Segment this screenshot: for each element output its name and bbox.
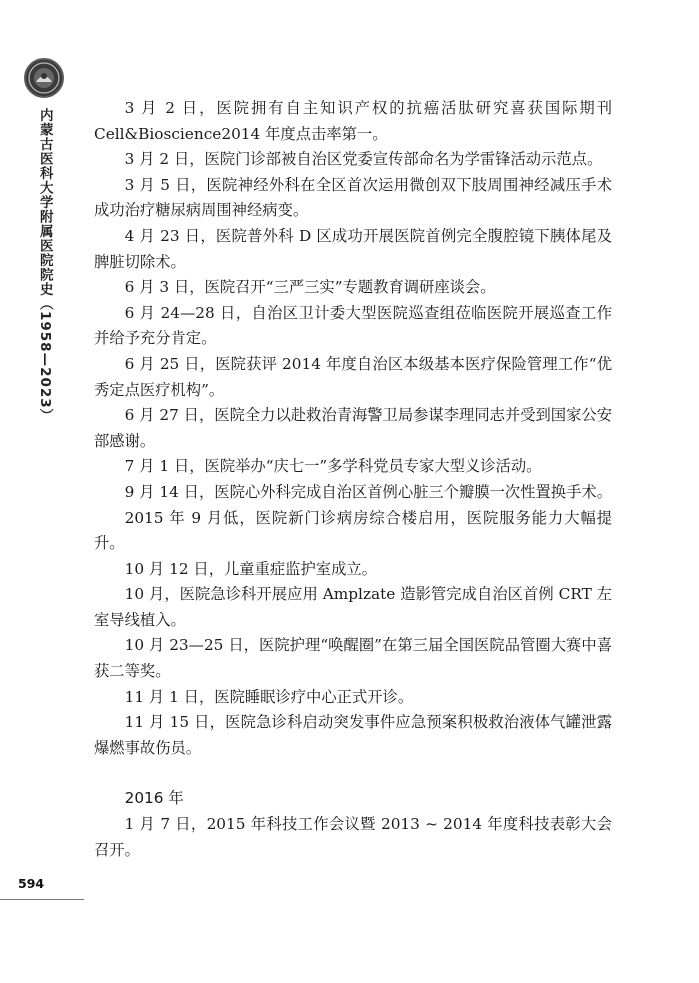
chronicle-entry: 3 月 2 日，医院门诊部被自治区党委宣传部命名为学雷锋活动示范点。 <box>124 150 603 169</box>
margin-strip <box>18 58 70 423</box>
chronicle-entry: 1 月 7 日，2015 年科技工作会议暨 2013 ~ 2014 年度科技表彰大会召开。 <box>94 815 612 859</box>
chronicle-entry: 6 月 25 日，医院获评 2014 年度自治区本级基本医疗保险管理工作“优秀定点医疗机构”。 <box>94 354 612 399</box>
chronicle-entry: 6 月 24—28 日，自治区卫计委大型医院巡查组莅临医院开展巡查工作并给予充分肯定。 <box>94 303 612 348</box>
chronicle-entry: 6 月 27 日，医院全力以赴救治青海警卫局参谋李理同志并受到国家公安部感谢。 <box>94 406 612 450</box>
chronicle-entry: 3 月 5 日，医院神经外科在全区首次运用微创双下肢周围神经减压手术成功治疗糖尿病周围神经病变。 <box>94 175 612 220</box>
entries-2016 <box>94 812 612 863</box>
chronicle-entry: 11 月 15 日，医院急诊科启动突发事件应急预案积极救治液体气罐泄露爆燃事故伤员。 <box>94 713 612 757</box>
chronicle-entry: 9 月 14 日，医院心外科完成自治区首例心脏三个瓣膜一次性置换手术。 <box>124 482 612 501</box>
chronicle-entry: 10 月，医院急诊科开展应用 Amplzate 造影管完成自治区首例 CRT 左室导线植入。 <box>94 585 612 629</box>
chronicle-entry: 4 月 23 日，医院普外科 D 区成功开展医院首例完全腹腔镜下胰体尾及脾脏切除术。 <box>94 226 612 271</box>
chronicle-entry: 10 月 12 日，儿童重症监护室成立。 <box>124 559 377 578</box>
year-heading-2016: 2016 年 <box>124 789 184 808</box>
chronicle-entry: 3 月 2 日，医院拥有自主知识产权的抗癌活肽研究喜获国际期刊 Cell&Bioscience2014 年度点击率第一。 <box>94 99 612 143</box>
university-seal-icon <box>24 58 64 98</box>
chronicle-entry: 2015 年 9 月低，医院新门诊病房综合楼启用，医院服务能力大幅提升。 <box>94 508 612 553</box>
chronicle-entry: 11 月 1 日，医院睡眠诊疗中心正式开诊。 <box>124 687 414 706</box>
chronicle-entry: 10 月 23—25 日，医院护理“唤醒圈”在第三届全国医院品管圈大赛中喜获二等奖。 <box>94 636 612 681</box>
chronicle-entry: 7 月 1 日，医院举办“庆七一”多学科党员专家大型义诊活动。 <box>124 457 542 476</box>
page-number: 594 <box>18 876 45 891</box>
chronicle-entry: 6 月 3 日，医院召开“三严三实”专题教育调研座谈会。 <box>124 278 496 297</box>
entries-2015 <box>94 96 612 761</box>
chronicle-body <box>94 96 612 863</box>
page-number-rule <box>0 899 84 900</box>
book-title: 内蒙古医科大学附属医院院史（1958—2023） <box>36 108 53 424</box>
